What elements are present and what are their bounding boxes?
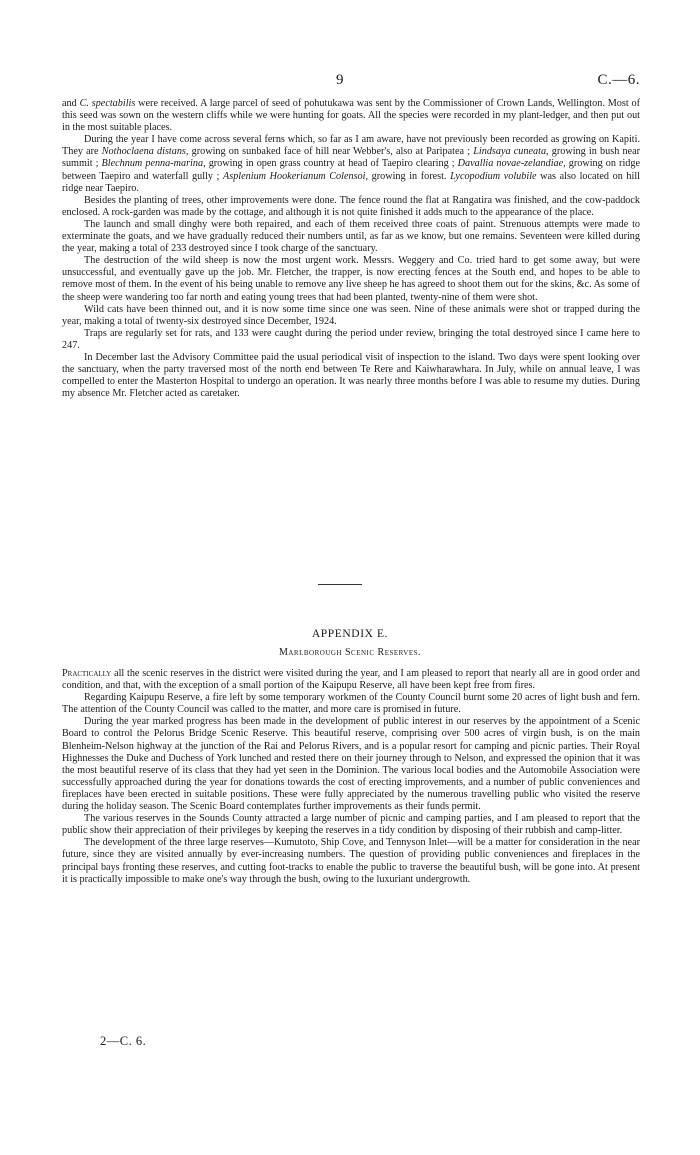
paragraph: In December last the Advisory Committee paid the usual periodical visit of inspection to the island. Two days were spent looking over the sanctuary, when the party traversed most of the north end between Te Rere and Kaiwharawhara. In July, while on annual leave, I was compelled to enter the Masterton Hospital to undergo an operation. It was nearly three months before I was able to resume my duties. During my absence Mr. Fletcher acted as caretaker. bbox=[62, 351, 640, 400]
paragraph: The launch and small dinghy were both repaired, and each of them received three coats of paint. Strenuous attempts were made to exterminate the goats, and we have gradually reduced their numbers until, as far as we know, but one remains. Seventeen were killed during the year, making a total of 233 destroyed since I took charge of the sanctuary. bbox=[62, 218, 640, 255]
document-reference: C.—6. bbox=[597, 72, 640, 88]
upper-section bbox=[62, 98, 640, 400]
paragraph: Traps are regularly set for rats, and 133 were caught during the period under review, bringing the total destroyed since I came here to 247. bbox=[62, 327, 640, 351]
paragraph: Wild cats have been thinned out, and it is now some time since one was seen. Nine of these animals were shot or trapped during the year, making a total of twenty-six destroyed since December, 1924. bbox=[62, 303, 640, 327]
paragraph: and C. spectabilis were received. A large parcel of seed of pohutukawa was sent by the Commissioner of Crown Lands, Wellington. Most of this seed was sown on the western cliffs while we were hunting for goats. All the species were recorded in my plant-ledger, and then put out in the most suitable places. bbox=[62, 98, 640, 134]
appendix-subtitle: Marlborough Scenic Reserves. bbox=[278, 647, 421, 658]
paragraph: Regarding Kaipupu Reserve, a fire left by some temporary workmen of the County Council burnt some 20 acres of light bush and fern. The attention of the County Council was called to the matter, and more care is promised in future. bbox=[62, 692, 640, 716]
paragraph-ferns: During the year I have come across several ferns which, so far as I am aware, have not previously been recorded as growing on Kapiti. They are Nothoclaena distans, growing on sunbaked face of hill near Webber's, also at Paripatea ; Lindsaya cuneata, growing in bush near summit ; Blechnum penna-marina, growing in open grass country at head of Taepiro clearing ; Davallia novae-zelandiae, growing on ridge between Taepiro and waterfall gully ; Asplenium Hookerianum Colensoi, growing in forest. Lycopodium volubile was also located on hill ridge near Taepiro. bbox=[62, 134, 641, 194]
paragraph: The development of the three large reserves—Kumutoto, Ship Cove, and Tennyson Inlet—will be a matter for consideration in the near future, since they are visited annually by ever-increasing numbers. The question of providing public conveniences and fireplaces in the principal bays fronting these reserves, and cutting foot-tracks to enable the public to traverse the beautiful bush, will be gone into. At present it is practically impossible to make one's way through the bush, owing to the luxuriant undergrowth. bbox=[62, 837, 640, 885]
paragraph: The destruction of the wild sheep is now the most urgent work. Messrs. Weggery and Co. tried hard to get some away, but were unsuccessful, and eventually gave up the job. Mr. Fletcher, the trapper, is now erecting fences at the South end, and hopes to be able to remove most of them. In the event of his being unable to remove any live sheep he has agreed to shoot them out for the skins, &c. As some of the sheep were wandering too far north and eating young trees that had been planted, twenty-nine of them were shot. bbox=[62, 255, 640, 303]
section-divider bbox=[318, 584, 362, 585]
page-number: 9 bbox=[336, 72, 344, 88]
paragraph: Practically all the scenic reserves in the district were visited during the year, and I am pleased to report that nearly all are in good order and condition, and that, with the exception of a small portion of the Kaipupu Reserve, all have been kept free from fires. bbox=[62, 668, 640, 692]
appendix-title: APPENDIX E. bbox=[311, 628, 389, 640]
appendix-section bbox=[62, 668, 640, 886]
paragraph: The various reserves in the Sounds County attracted a large number of picnic and camping parties, and I am pleased to report that the public show their appreciation of their privileges by keeping the reserves in a tidy condition by disposing of their rubbish and camp-litter. bbox=[62, 813, 640, 837]
page-header bbox=[62, 72, 640, 92]
paragraph: During the year marked progress has been made in the development of public interest in our reserves by the appointment of a Scenic Board to control the Pelorus Bridge Scenic Reserve. This beautiful reserve, comprising over 500 acres of virgin bush, is on the main Blenheim-Nelson highway at the junction of the Rai and Pelorus Rivers, and is a popular resort for camping and picnic parties. Their Royal Highnesses the Duke and Duchess of York lunched and rested there on their journey through to Nelson, and expressed the opinion that it was the most beautiful reserve of its class that they had yet seen in the Dominion. The various local bodies and the Automobile Association were successfully approached during the year for donations towards the cost of erecting improvements, and a number of public conveniences and fireplaces have been erected in suitable positions. These were fully appreciated by the numerous travelling public who visited the reserve during the holiday season. The Scenic Board contemplates further improvements as their funds permit. bbox=[62, 716, 640, 813]
paragraph: Besides the planting of trees, other improvements were done. The fence round the flat at Rangatira was finished, and the cow-paddock enclosed. A rock-garden was made by the cottage, and although it is not quite finished it adds much to the appearance of the place. bbox=[62, 194, 640, 218]
footer-code: 2—C. 6. bbox=[100, 1034, 147, 1048]
